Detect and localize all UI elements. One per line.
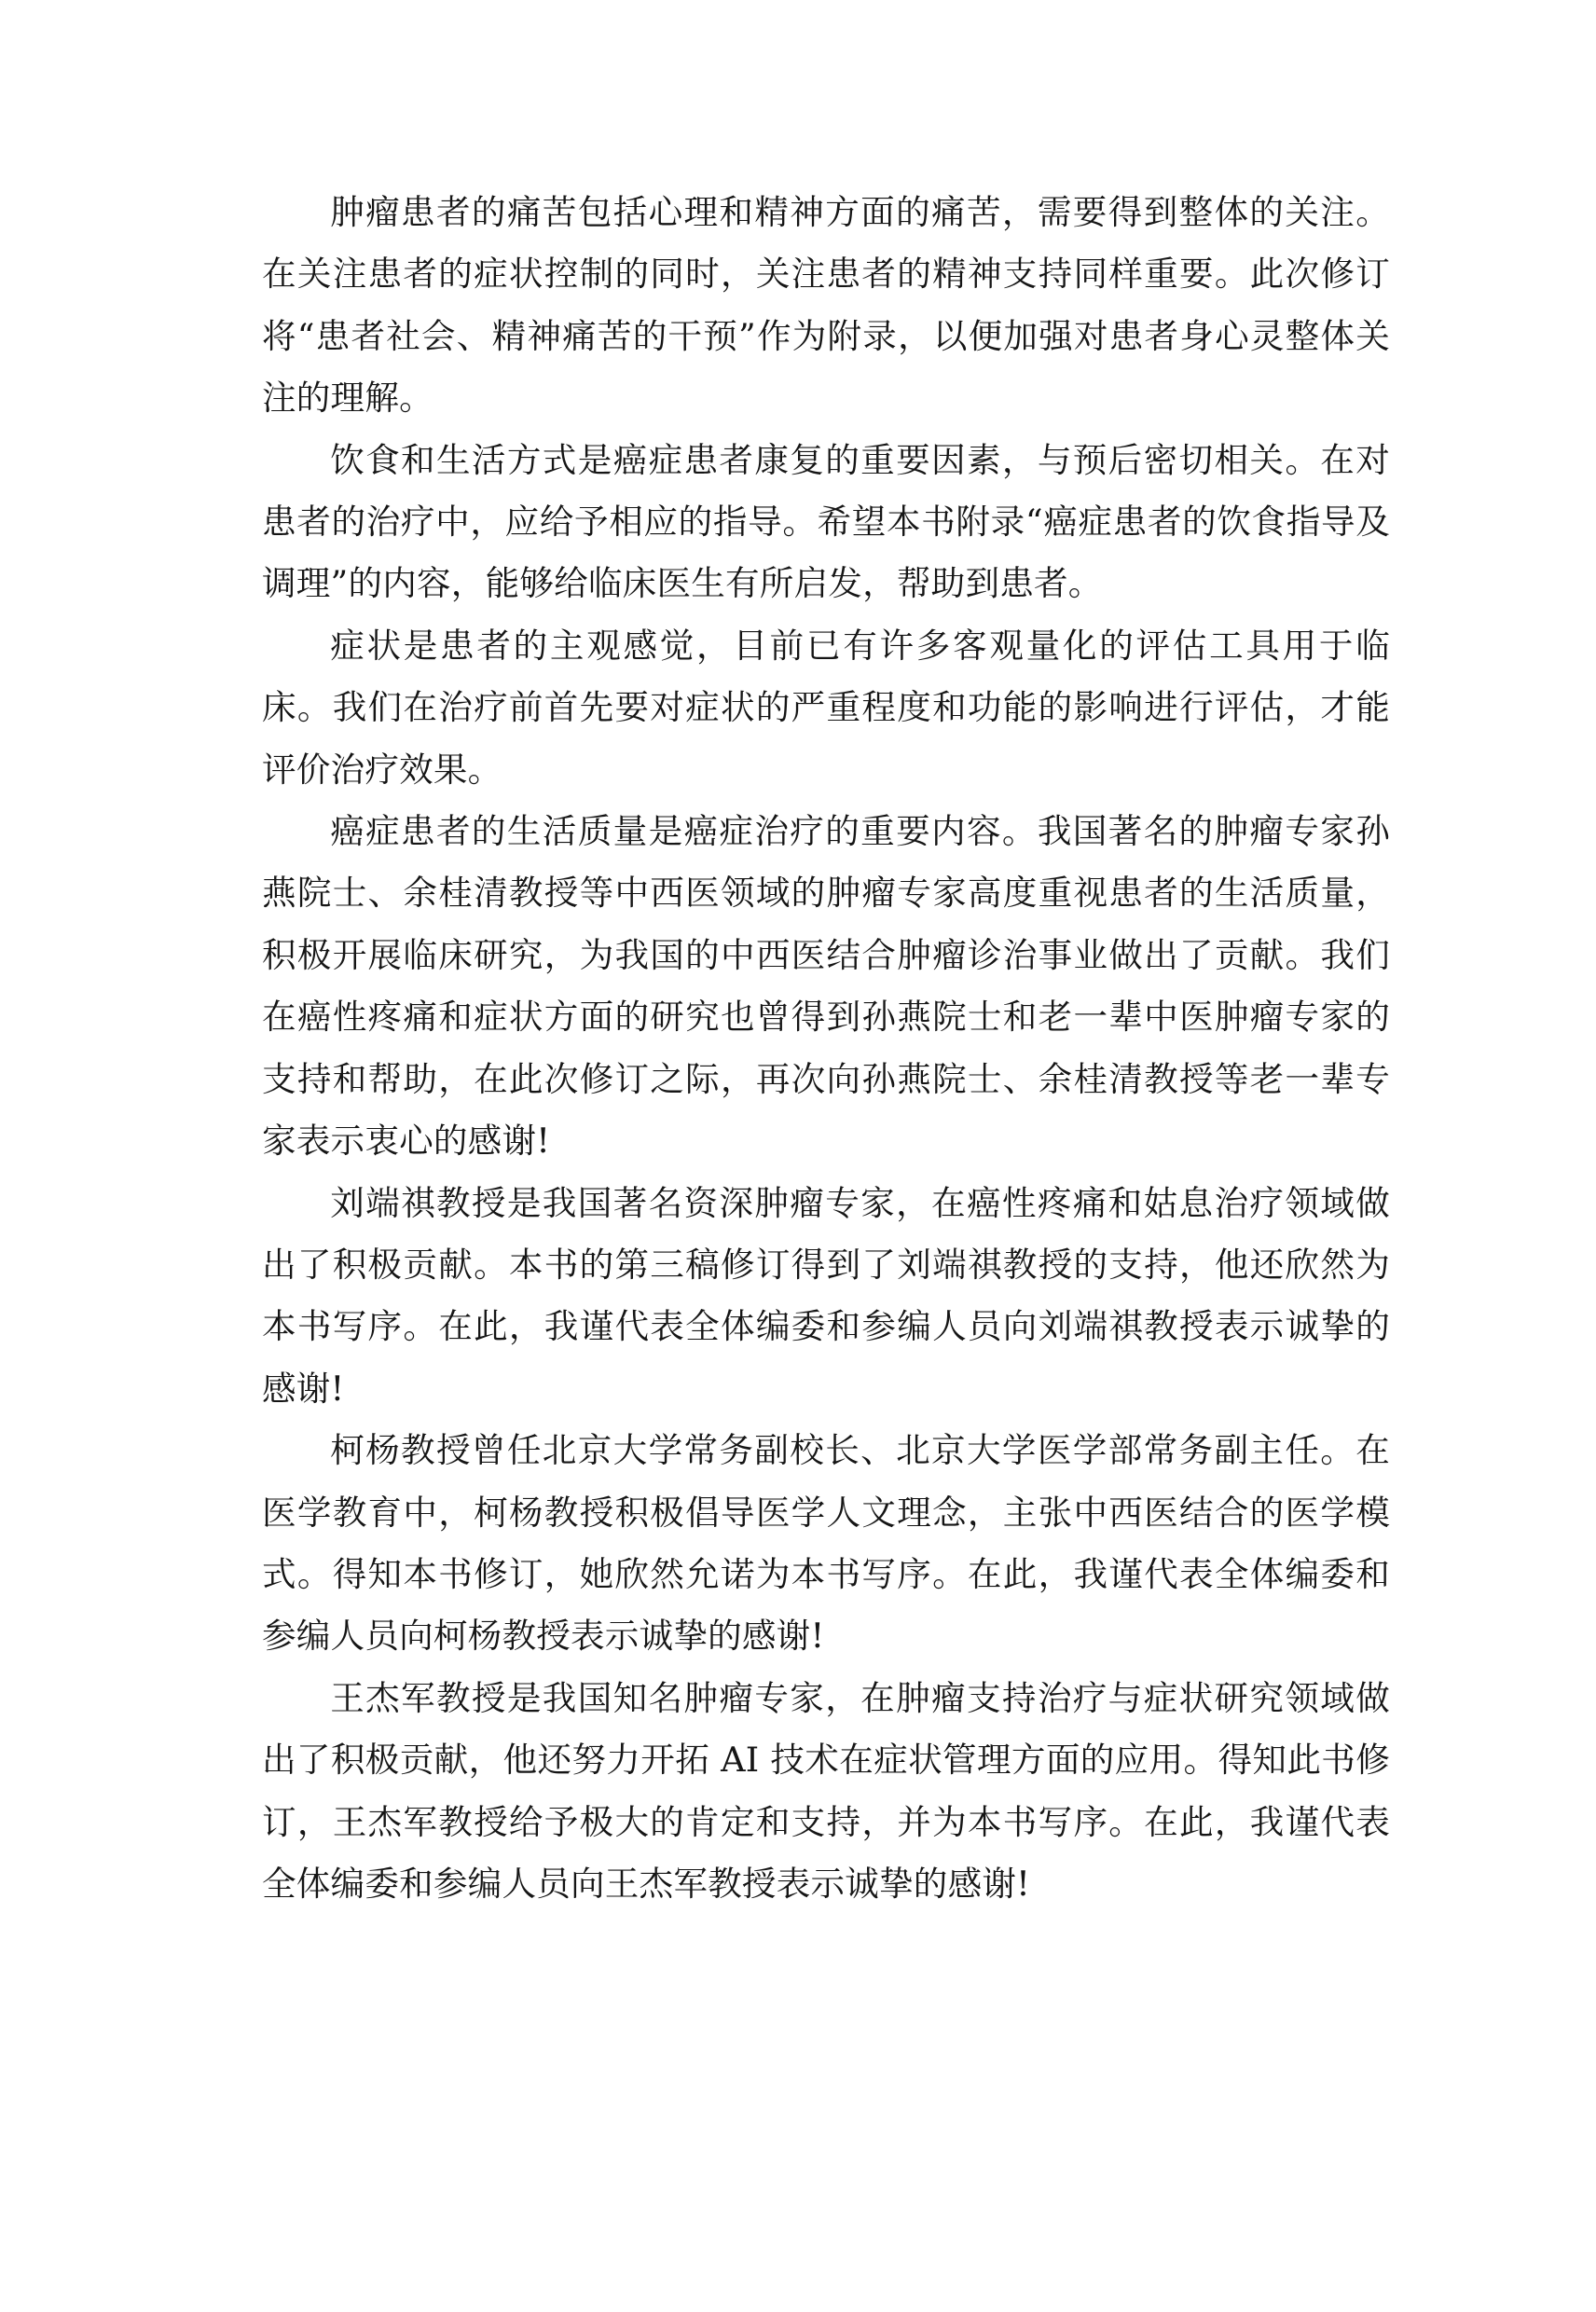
paragraph-psychological-distress: 肿瘤患者的痛苦包括心理和精神方面的痛苦，需要得到整体的关注。在关注患者的症状控制的同时，关注患者的精神支持同样重要。此次修订将“患者社会、精神痛苦的干预”作为附录，以便加强对患者身心灵整体关注的理解。	[262, 192, 1390, 419]
body-text	[262, 182, 1390, 1915]
paragraph-symptom-assessment: 症状是患者的主观感觉，目前已有许多客观量化的评估工具用于临床。我们在治疗前首先要对症状的严重程度和功能的影响进行评估，才能评价治疗效果。	[262, 625, 1390, 790]
paragraph-quality-of-life: 癌症患者的生活质量是癌症治疗的重要内容。我国著名的肿瘤专家孙燕院士、余桂清教授等中西医领域的肿瘤专家高度重视患者的生活质量，积极开展临床研究，为我国的中西医结合肿瘤诊治事业做出了贡献。我们在癌性疼痛和症状方面的研究也曾得到孙燕院士和老一辈中医肿瘤专家的支持和帮助，在此次修订之际，再次向孙燕院士、余桂清教授等老一辈专家表示衷心的感谢!	[262, 811, 1390, 1162]
paragraph-thanks-liu: 刘端祺教授是我国著名资深肿瘤专家，在癌性疼痛和姑息治疗领域做出了积极贡献。本书的第三稿修订得到了刘端祺教授的支持，他还欣然为本书写序。在此，我谨代表全体编委和参编人员向刘端祺教授表示诚挚的感谢!	[262, 1182, 1390, 1409]
paragraph-thanks-wang: 王杰军教授是我国知名肿瘤专家，在肿瘤支持治疗与症状研究领域做出了积极贡献，他还努力开拓 AI 技术在症状管理方面的应用。得知此书修订，王杰军教授给予极大的肯定和支持，并为本书写序。在此，我谨代表全体编委和参编人员向王杰军教授表示诚挚的感谢!	[262, 1677, 1390, 1904]
paragraph-thanks-ke: 柯杨教授曾任北京大学常务副校长、北京大学医学部常务副主任。在医学教育中，柯杨教授积极倡导医学人文理念，主张中西医结合的医学模式。得知本书修订，她欣然允诺为本书写序。在此，我谨代表全体编委和参编人员向柯杨教授表示诚挚的感谢!	[262, 1430, 1390, 1657]
paragraph-diet-lifestyle: 饮食和生活方式是癌症患者康复的重要因素，与预后密切相关。在对患者的治疗中，应给予相应的指导。希望本书附录“癌症患者的饮食指导及调理”的内容，能够给临床医生有所启发，帮助到患者。	[262, 439, 1390, 604]
